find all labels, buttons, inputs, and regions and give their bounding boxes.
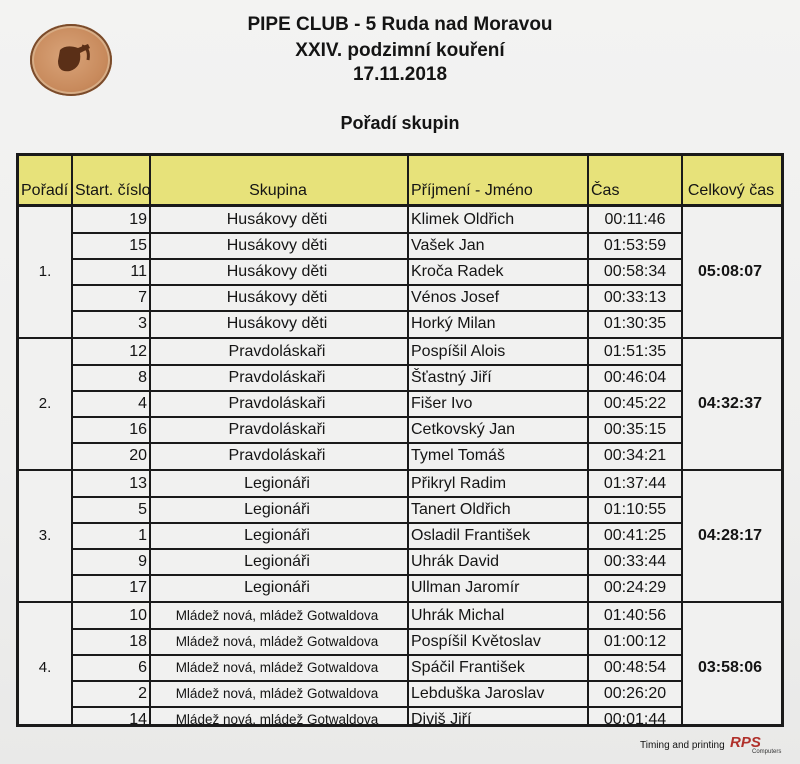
start-number: 6 xyxy=(138,659,147,676)
smoking-time: 01:40:56 xyxy=(603,607,667,624)
start-number: 10 xyxy=(129,607,147,624)
smoking-time: 00:58:34 xyxy=(603,263,667,280)
start-number: 11 xyxy=(130,263,147,280)
group-name: Pravdoláskaři xyxy=(228,421,326,438)
column-header: Pořadí xyxy=(21,182,69,199)
group-name: Mládež nová, mládež Gotwaldova xyxy=(175,608,379,623)
smoking-time: 01:53:59 xyxy=(603,237,667,254)
group-name: Pravdoláskaři xyxy=(228,343,326,360)
competitor-name: Klimek Oldřich xyxy=(411,211,515,228)
event-date: 17.11.2018 xyxy=(352,64,448,85)
smoking-time: 00:24:29 xyxy=(603,579,667,596)
group-name: Husákovy děti xyxy=(226,211,328,228)
group-name: Husákovy děti xyxy=(226,237,328,254)
start-number: 5 xyxy=(138,501,147,518)
group-name: Legionáři xyxy=(244,501,310,518)
smoking-time: 01:51:35 xyxy=(603,343,667,360)
section-title: Pořadí skupin xyxy=(340,113,460,133)
start-number: 7 xyxy=(138,289,147,306)
results-table xyxy=(16,153,784,727)
column-header: Příjmení - Jméno xyxy=(411,182,533,199)
group-name: Pravdoláskaři xyxy=(228,395,326,412)
group-name: Pravdoláskaři xyxy=(228,447,326,464)
competitor-name: Diviš Jiří xyxy=(411,711,472,728)
smoking-time: 00:33:44 xyxy=(603,553,667,570)
smoking-time: 00:01:44 xyxy=(603,711,667,728)
column-divider xyxy=(407,156,409,724)
competitor-name: Vénos Josef xyxy=(411,289,500,306)
competitor-name: Uhrák David xyxy=(411,553,500,570)
group-rank: 1. xyxy=(38,263,52,280)
competitor-name: Uhrák Michal xyxy=(411,607,505,624)
column-header: Skupina xyxy=(249,182,307,199)
smoking-time: 00:45:22 xyxy=(603,395,667,412)
competitor-name: Přikryl Radim xyxy=(411,475,507,492)
column-divider xyxy=(681,156,683,724)
competitor-name: Šťastný Jiří xyxy=(411,369,492,386)
column-header: Start. číslo xyxy=(75,182,151,199)
start-number: 1 xyxy=(138,527,147,544)
competitor-name: Fišer Ivo xyxy=(411,395,473,412)
start-number: 19 xyxy=(129,211,147,228)
competitor-name: Pospíšil Květoslav xyxy=(411,633,541,650)
smoking-time: 00:34:21 xyxy=(603,447,667,464)
start-number: 18 xyxy=(129,633,147,650)
group-name: Legionáři xyxy=(244,579,310,596)
start-number: 9 xyxy=(138,553,147,570)
smoking-time: 00:26:20 xyxy=(603,685,667,702)
start-number: 15 xyxy=(129,237,147,254)
smoking-time: 00:11:46 xyxy=(604,211,666,228)
column-header: Čas xyxy=(591,182,620,199)
start-number: 2 xyxy=(138,685,147,702)
start-number: 8 xyxy=(138,369,147,386)
competitor-name: Horký Milan xyxy=(411,315,496,332)
group-name: Legionáři xyxy=(244,475,310,492)
group-total-time: 03:58:06 xyxy=(697,659,763,676)
event-name: XXIV. podzimní kouření xyxy=(295,40,505,61)
smoking-time: 01:30:35 xyxy=(603,315,667,332)
column-header: Celkový čas xyxy=(687,182,775,199)
group-rank: 3. xyxy=(38,527,52,544)
group-name: Husákovy děti xyxy=(226,263,328,280)
start-number: 16 xyxy=(129,421,147,438)
group-rank: 4. xyxy=(38,659,52,676)
rps-brand-logo: RPS xyxy=(730,734,761,751)
competitor-name: Kroča Radek xyxy=(411,263,504,280)
smoking-time: 00:46:04 xyxy=(603,369,667,386)
group-name: Husákovy děti xyxy=(226,289,328,306)
competitor-name: Tymel Tomáš xyxy=(411,447,505,464)
start-number: 13 xyxy=(129,475,147,492)
competitor-name: Cetkovský Jan xyxy=(411,421,516,438)
start-number: 14 xyxy=(129,711,147,728)
smoking-time: 01:10:55 xyxy=(603,501,667,518)
rps-brand-sub: Computers xyxy=(752,749,782,755)
competitor-name: Spáčil František xyxy=(411,659,525,676)
smoking-time: 01:00:12 xyxy=(603,633,667,650)
group-name: Mládež nová, mládež Gotwaldova xyxy=(175,660,379,675)
competitor-name: Lebduška Jaroslav xyxy=(411,685,545,702)
group-total-time: 05:08:07 xyxy=(697,263,763,280)
group-name: Husákovy děti xyxy=(226,315,328,332)
start-number: 12 xyxy=(129,343,147,360)
group-name: Legionáři xyxy=(244,527,310,544)
start-number: 20 xyxy=(129,447,147,464)
competitor-name: Vašek Jan xyxy=(411,237,485,254)
competitor-name: Pospíšil Alois xyxy=(411,343,506,360)
group-name: Legionáři xyxy=(244,553,310,570)
smoking-time: 00:48:54 xyxy=(603,659,667,676)
smoking-time: 01:37:44 xyxy=(603,475,667,492)
group-name: Mládež nová, mládež Gotwaldova xyxy=(175,686,379,701)
footer-credit: Timing and printing xyxy=(640,740,725,751)
competitor-name: Osladil František xyxy=(411,527,531,544)
smoking-time: 00:41:25 xyxy=(603,527,667,544)
competitor-name: Ullman Jaromír xyxy=(411,579,520,596)
event-club-title: PIPE CLUB - 5 Ruda nad Moravou xyxy=(247,14,553,35)
smoking-time: 00:35:15 xyxy=(603,421,667,438)
start-number: 4 xyxy=(138,395,147,412)
group-name: Pravdoláskaři xyxy=(228,369,326,386)
start-number: 17 xyxy=(129,579,147,596)
group-name: Mládež nová, mládež Gotwaldova xyxy=(175,634,379,649)
start-number: 3 xyxy=(138,315,147,332)
competitor-name: Tanert Oldřich xyxy=(411,501,511,518)
group-rank: 2. xyxy=(38,395,52,412)
group-total-time: 04:32:37 xyxy=(697,395,763,412)
smoking-time: 00:33:13 xyxy=(603,289,667,306)
group-name: Mládež nová, mládež Gotwaldova xyxy=(175,712,379,727)
group-total-time: 04:28:17 xyxy=(697,527,763,544)
